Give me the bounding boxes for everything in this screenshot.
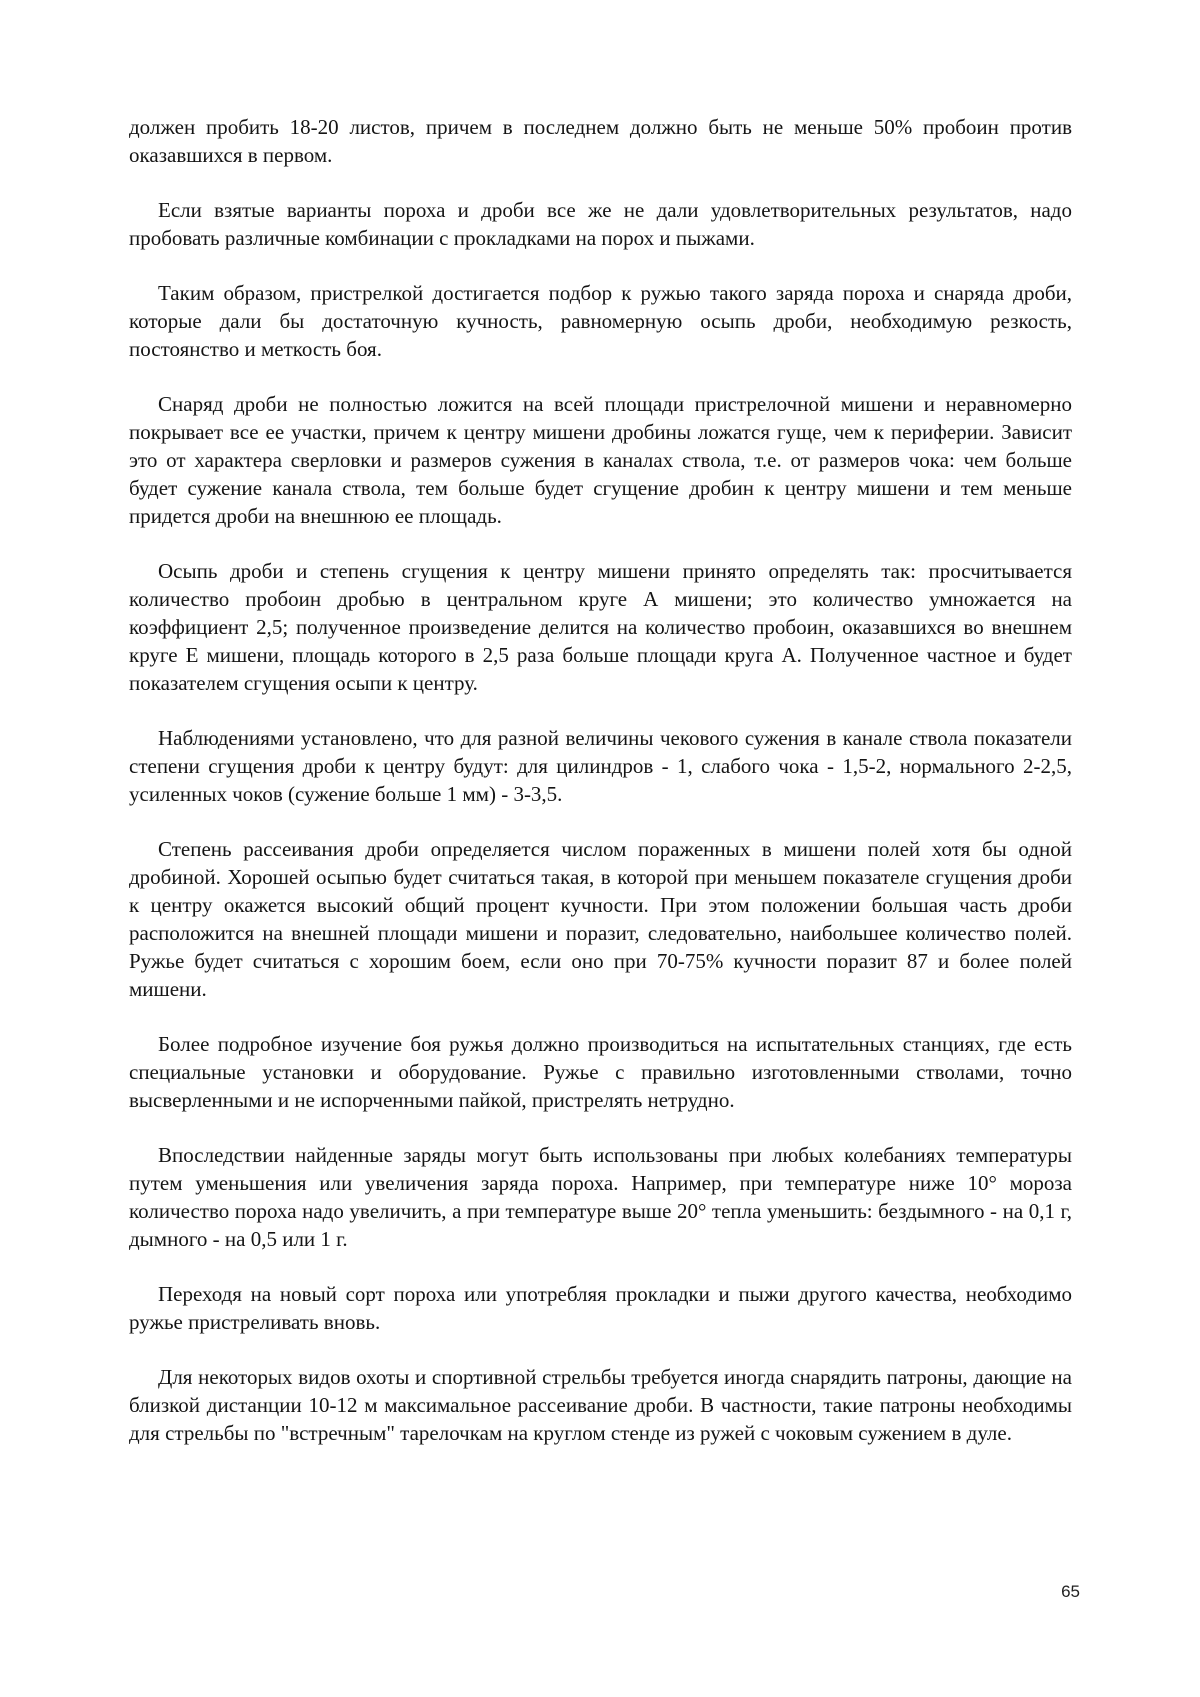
paragraph: Если взятые варианты пороха и дроби все же не дали удовлетворительных результатов, надо пробовать различные комбинации с прокладками на порох и пыжами.: [129, 198, 1072, 250]
paragraph-continuation: должен пробить 18-20 листов, причем в последнем должно быть не меньше 50% пробоин против оказавшихся в первом.: [129, 115, 1072, 167]
page-body: [129, 113, 1072, 1474]
paragraph: Таким образом, пристрелкой достигается подбор к ружью такого заряда пороха и снаряда дроби, которые дали бы достаточную кучность, равномерную осыпь дроби, необходимую резкость, постоянство и меткость боя.: [129, 281, 1072, 361]
paragraph: Более подробное изучение боя ружья должно производиться на испытательных станциях, где есть специальные установки и оборудование. Ружье с правильно изготовленными стволами, точно высверленными и не испорченными пайкой, пристрелять нетрудно.: [129, 1032, 1072, 1112]
paragraph: Для некоторых видов охоты и спортивной стрельбы требуется иногда снарядить патроны, дающие на близкой дистанции 10-12 м максимальное рассеивание дроби. В частности, такие патроны необходимы для стрельбы по "встречным" тарелочкам на круглом стенде из ружей с чоковым сужением в дуле.: [129, 1365, 1072, 1445]
page-number: 65: [1061, 1582, 1080, 1601]
paragraph: Впоследствии найденные заряды могут быть использованы при любых колебаниях температуры путем уменьшения или увеличения заряда пороха. Например, при температуре ниже 10° мороза количество пороха надо увеличить, а при температуре выше 20° тепла уменьшить: бездымного - на 0,1 г, дымного - на 0,5 или 1 г.: [129, 1143, 1072, 1251]
paragraph: Осыпь дроби и степень сгущения к центру мишени принято определять так: просчитывается количество пробоин дробью в центральном круге А мишени; это количество умножается на коэффициент 2,5; полученное произведение делится на количество пробоин, оказавшихся во внешнем круге Е мишени, площадь которого в 2,5 раза больше площади круга А. Полученное частное и будет показателем сгущения осыпи к центру.: [129, 559, 1072, 695]
paragraph: Переходя на новый сорт пороха или употребляя прокладки и пыжи другого качества, необходимо ружье пристреливать вновь.: [129, 1282, 1072, 1334]
paragraph: Степень рассеивания дроби определяется числом пораженных в мишени полей хотя бы одной дробиной. Хорошей осыпью будет считаться такая, в которой при меньшем показателе сгущения дроби к центру окажется высокий общий процент кучности. При этом положении большая часть дроби расположится на внешней площади мишени и поразит, следовательно, наибольшее количество полей. Ружье будет считаться с хорошим боем, если оно при 70-75% кучности поразит 87 и более полей мишени.: [129, 837, 1072, 1001]
paragraph: Наблюдениями установлено, что для разной величины чекового сужения в канале ствола показатели степени сгущения дроби к центру будут: для цилиндров - 1, слабого чока - 1,5-2, нормального 2-2,5, усиленных чоков (сужение больше 1 мм) - 3-3,5.: [129, 726, 1072, 806]
paragraph: Снаряд дроби не полностью ложится на всей площади пристрелочной мишени и неравномерно покрывает все ее участки, причем к центру мишени дробины ложатся гуще, чем к периферии. Зависит это от характера сверловки и размеров сужения в каналах ствола, т.е. от размеров чока: чем больше будет сужение канала ствола, тем больше будет сгущение дробин к центру мишени и тем меньше придется дроби на внешнюю ее площадь.: [129, 392, 1072, 528]
